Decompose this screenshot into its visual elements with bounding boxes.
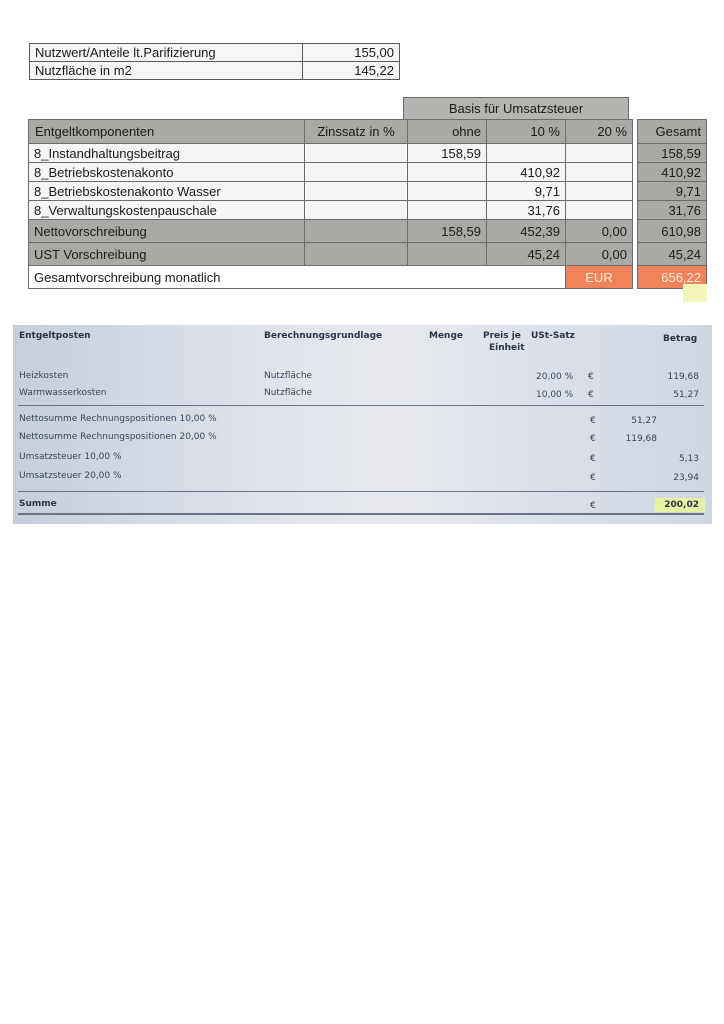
item-amount: 119,68: [667, 372, 699, 382]
item-basis: Nutzfläche: [264, 371, 313, 381]
netto-zins: [305, 220, 408, 243]
item-name: 8_Instandhaltungsbeitrag: [29, 144, 305, 163]
subtotal-amount: 119,68: [625, 434, 657, 444]
table-row: [30, 62, 400, 80]
divider: [18, 405, 704, 406]
item-zins: [305, 144, 408, 163]
netto-row: [29, 220, 707, 243]
highlighter-mark: [683, 284, 707, 302]
nutzflaeche-label: Nutzfläche in m2: [30, 62, 303, 80]
tax-currency: €: [590, 473, 596, 483]
col-header-20: 20 %: [566, 120, 633, 144]
tax-amount: 23,94: [673, 473, 699, 483]
divider: [18, 513, 704, 515]
table-row: [29, 182, 707, 201]
subtotal-currency: €: [590, 434, 596, 444]
item-gesamt: 9,71: [638, 182, 707, 201]
divider: [18, 491, 704, 492]
item-name: Warmwasserkosten: [19, 388, 107, 398]
item-zins: [305, 201, 408, 220]
sum-amount: 200,02: [664, 500, 699, 510]
table-row: [29, 144, 707, 163]
col-header-ohne: ohne: [408, 120, 487, 144]
col-header-preis-line2: Einheit: [489, 343, 525, 353]
vorschreibung-table: [28, 119, 707, 289]
total-row: [29, 266, 707, 289]
item-p20: [566, 163, 633, 182]
item-name: 8_Verwaltungskostenpauschale: [29, 201, 305, 220]
total-label: Gesamtvorschreibung monatlich: [29, 266, 566, 289]
item-p10: [487, 144, 566, 163]
item-p20: [566, 144, 633, 163]
item-ohne: [408, 201, 487, 220]
item-name: 8_Betriebskostenakonto Wasser: [29, 182, 305, 201]
item-currency: €: [588, 372, 594, 382]
item-name: 8_Betriebskostenakonto: [29, 163, 305, 182]
ust-ohne: [408, 243, 487, 266]
item-ohne: [408, 182, 487, 201]
table-row: [30, 44, 400, 62]
ust-row: [29, 243, 707, 266]
item-amount: 51,27: [673, 390, 699, 400]
item-gesamt: 31,76: [638, 201, 707, 220]
table-row: [29, 201, 707, 220]
item-zins: [305, 182, 408, 201]
tax-name: Umsatzsteuer 20,00 %: [19, 471, 122, 481]
subtotal-currency: €: [590, 416, 596, 426]
ust-gesamt: 45,24: [638, 243, 707, 266]
netto-p10: 452,39: [487, 220, 566, 243]
col-header-berechnungsgrundlage: Berechnungsgrundlage: [264, 331, 383, 341]
item-p20: [566, 201, 633, 220]
col-header-betrag: Betrag: [663, 334, 698, 344]
tax-currency: €: [590, 454, 596, 464]
item-ohne: [408, 163, 487, 182]
col-header-preis-line1: Preis je: [483, 331, 521, 341]
tax-amount: 5,13: [678, 454, 699, 464]
subtotal-name: Nettosumme Rechnungspositionen 10,00 %: [19, 414, 217, 424]
netto-gesamt: 610,98: [638, 220, 707, 243]
item-p20: [566, 182, 633, 201]
ust-p20: 0,00: [566, 243, 633, 266]
total-currency: EUR: [566, 266, 633, 289]
item-zins: [305, 163, 408, 182]
col-header-entgeltposten: Entgeltposten: [19, 331, 91, 341]
nutzwert-label: Nutzwert/Anteile lt.Parifizierung: [30, 44, 303, 62]
ust-zins: [305, 243, 408, 266]
total-value: 656,22: [638, 266, 707, 289]
nutzwert-table: [29, 43, 400, 80]
col-header-entgeltkomponenten: Entgeltkomponenten: [29, 120, 305, 144]
sum-currency: €: [590, 501, 596, 511]
item-currency: €: [588, 390, 594, 400]
col-header-zinssatz: Zinssatz in %: [305, 120, 408, 144]
tax-name: Umsatzsteuer 10,00 %: [19, 452, 122, 462]
col-header-menge: Menge: [429, 331, 464, 341]
item-p10: 410,92: [487, 163, 566, 182]
col-header-10: 10 %: [487, 120, 566, 144]
subtotal-amount: 51,27: [631, 416, 657, 426]
sum-label: Summe: [19, 499, 57, 509]
item-gesamt: 410,92: [638, 163, 707, 182]
item-gesamt: 158,59: [638, 144, 707, 163]
ust-label: UST Vorschreibung: [29, 243, 305, 266]
nutzflaeche-value: 145,22: [303, 62, 400, 80]
netto-p20: 0,00: [566, 220, 633, 243]
ust-p10: 45,24: [487, 243, 566, 266]
col-header-gesamt: Gesamt: [638, 120, 707, 144]
item-p10: 31,76: [487, 201, 566, 220]
netto-label: Nettovorschreibung: [29, 220, 305, 243]
item-p10: 9,71: [487, 182, 566, 201]
netto-ohne: 158,59: [408, 220, 487, 243]
item-basis: Nutzfläche: [264, 388, 313, 398]
table-row: [29, 163, 707, 182]
item-rate: 20,00 %: [536, 372, 574, 382]
basis-umsatzsteuer-header: Basis für Umsatzsteuer: [403, 97, 629, 120]
table-header-row: [29, 120, 707, 144]
abrechnung-statement: [13, 325, 712, 524]
item-name: Heizkosten: [19, 371, 69, 381]
subtotal-name: Nettosumme Rechnungspositionen 20,00 %: [19, 432, 217, 442]
col-header-ust-satz: USt-Satz: [531, 331, 575, 341]
nutzwert-value: 155,00: [303, 44, 400, 62]
item-ohne: 158,59: [408, 144, 487, 163]
item-rate: 10,00 %: [536, 390, 574, 400]
